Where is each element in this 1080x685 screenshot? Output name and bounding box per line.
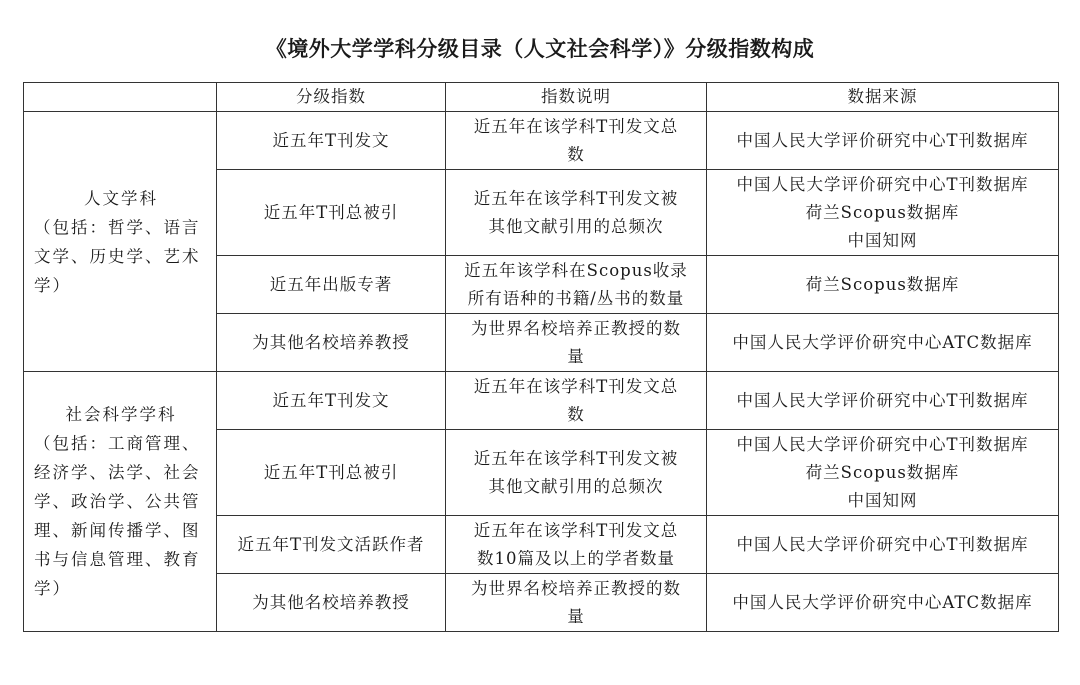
source-line: 中国人民大学评价研究中心ATC数据库 bbox=[732, 332, 1033, 352]
index-desc bbox=[446, 112, 707, 170]
source-line: 中国人民大学评价研究中心ATC数据库 bbox=[732, 592, 1033, 612]
desc-line: 近五年在该学科T刊发文总 bbox=[473, 376, 679, 396]
data-source bbox=[707, 372, 1059, 430]
index-desc bbox=[446, 430, 707, 516]
index-desc bbox=[446, 314, 707, 372]
data-source bbox=[707, 112, 1059, 170]
category-cell bbox=[24, 112, 217, 372]
index-name: 为其他名校培养教授 bbox=[217, 314, 446, 372]
data-source bbox=[707, 256, 1059, 314]
source-line: 荷兰Scopus数据库 bbox=[805, 274, 960, 294]
source-line: 中国知网 bbox=[847, 490, 918, 510]
desc-line: 其他文献引用的总频次 bbox=[488, 216, 664, 236]
source-line: 中国人民大学评价研究中心T刊数据库 bbox=[736, 390, 1029, 410]
data-source bbox=[707, 516, 1059, 574]
category-detail: （包括：哲学、语言文学、历史学、艺术学） bbox=[34, 217, 201, 295]
desc-line: 所有语种的书籍/丛书的数量 bbox=[467, 288, 685, 308]
header-row bbox=[24, 83, 1059, 112]
desc-line: 量 bbox=[567, 606, 585, 626]
index-desc bbox=[446, 170, 707, 256]
category-cell bbox=[24, 372, 217, 632]
index-desc bbox=[446, 574, 707, 632]
desc-line: 为世界名校培养正教授的数 bbox=[471, 578, 681, 598]
index-table bbox=[23, 82, 1059, 632]
desc-line: 近五年在该学科T刊发文总 bbox=[473, 116, 679, 136]
index-name: 近五年T刊发文 bbox=[217, 112, 446, 170]
category-name: 人文学科 bbox=[84, 188, 158, 208]
data-source bbox=[707, 170, 1059, 256]
header-source: 数据来源 bbox=[707, 83, 1059, 112]
data-source bbox=[707, 574, 1059, 632]
header-desc: 指数说明 bbox=[446, 83, 707, 112]
header-index: 分级指数 bbox=[217, 83, 446, 112]
index-name: 近五年T刊总被引 bbox=[217, 170, 446, 256]
source-line: 中国人民大学评价研究中心T刊数据库 bbox=[736, 434, 1029, 454]
desc-line: 近五年在该学科T刊发文被 bbox=[473, 448, 679, 468]
desc-line: 其他文献引用的总频次 bbox=[488, 476, 664, 496]
table-row bbox=[24, 372, 1059, 430]
source-line: 中国人民大学评价研究中心T刊数据库 bbox=[736, 174, 1029, 194]
source-line: 荷兰Scopus数据库 bbox=[805, 462, 960, 482]
desc-line: 量 bbox=[567, 346, 585, 366]
index-name: 近五年出版专著 bbox=[217, 256, 446, 314]
source-line: 中国人民大学评价研究中心T刊数据库 bbox=[736, 534, 1029, 554]
desc-line: 为世界名校培养正教授的数 bbox=[471, 318, 681, 338]
index-desc bbox=[446, 256, 707, 314]
desc-line: 近五年在该学科T刊发文被 bbox=[473, 188, 679, 208]
source-line: 荷兰Scopus数据库 bbox=[805, 202, 960, 222]
desc-line: 数10篇及以上的学者数量 bbox=[477, 548, 675, 568]
index-desc bbox=[446, 516, 707, 574]
index-desc bbox=[446, 372, 707, 430]
index-name: 近五年T刊发文 bbox=[217, 372, 446, 430]
document-title: 《境外大学学科分级目录（人文社会科学）》分级指数构成 bbox=[265, 37, 815, 61]
desc-line: 数 bbox=[567, 144, 585, 164]
category-detail: （包括：工商管理、经济学、法学、社会学、政治学、公共管理、新闻传播学、图书与信息管理、教育学） bbox=[34, 434, 201, 598]
index-name: 为其他名校培养教授 bbox=[217, 574, 446, 632]
desc-line: 近五年在该学科T刊发文总 bbox=[473, 520, 679, 540]
index-name: 近五年T刊总被引 bbox=[217, 430, 446, 516]
data-source bbox=[707, 430, 1059, 516]
category-name: 社会科学学科 bbox=[65, 405, 177, 424]
source-line: 中国人民大学评价研究中心T刊数据库 bbox=[736, 130, 1029, 150]
header-category bbox=[24, 83, 217, 112]
source-line: 中国知网 bbox=[847, 230, 918, 250]
data-source bbox=[707, 314, 1059, 372]
desc-line: 数 bbox=[567, 404, 585, 424]
desc-line: 近五年该学科在Scopus收录 bbox=[464, 260, 688, 280]
table-row bbox=[24, 112, 1059, 170]
index-name: 近五年T刊发文活跃作者 bbox=[217, 516, 446, 574]
